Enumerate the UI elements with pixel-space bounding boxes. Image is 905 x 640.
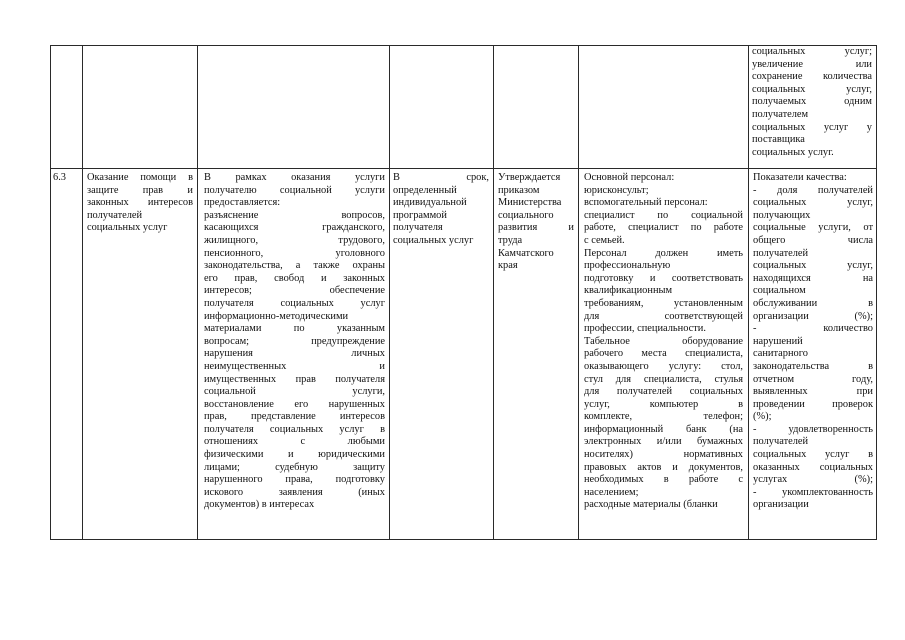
text-line: социального (498, 209, 554, 221)
text-line: комплекте, телефон; (584, 411, 743, 423)
text-line: - удовлетворенность (753, 423, 873, 435)
text-line: специалист по социальной (584, 209, 743, 221)
quality-indicators-cell (753, 172, 873, 512)
text-line: информационно-методическими (204, 310, 349, 322)
text-line: развития и (498, 222, 574, 234)
row-divider (50, 168, 876, 169)
text-line: защите прав и (87, 184, 193, 196)
text-line: общего числа (753, 234, 873, 246)
text-line: В срок, (393, 172, 489, 183)
col-border-5 (578, 45, 579, 540)
text-line: услуг, компьютер в (584, 398, 743, 410)
text-line: получаемых одним (752, 96, 872, 108)
text-line: рабочего места специалиста, (584, 348, 743, 360)
text-line: социальных услуг (393, 234, 474, 246)
text-line: оказывающего услугу: стол, (584, 360, 743, 372)
service-standard-cell (498, 172, 574, 273)
text-line: интересов; обеспечение (204, 285, 385, 297)
text-line: Табельное оборудование (584, 335, 743, 347)
text-line: - количество (753, 323, 873, 335)
text-line: документов) в интересах (204, 499, 315, 511)
text-line: программой (393, 209, 447, 221)
text-line: с семьей. (584, 234, 625, 246)
text-line: приказом (498, 184, 540, 196)
text-line: для получателей социальных (584, 386, 743, 398)
text-line: Оказание помощи в (87, 172, 193, 183)
col-border-0 (50, 45, 51, 540)
col-border-7 (876, 45, 877, 540)
text-line: Утверждается (498, 172, 561, 183)
text-line: получателей (87, 209, 143, 221)
text-line: получателя социальных услуг в (204, 423, 385, 435)
text-line: прав, представление интересов (204, 411, 385, 423)
text-line: подготовку и соответствовать (584, 272, 743, 284)
text-line: отношениях с любыми (204, 436, 385, 448)
text-line: предоставляется: (204, 197, 281, 209)
text-line: обслуживании в (753, 297, 873, 309)
text-line: индивидуальной (393, 197, 467, 209)
table-bottom-border (50, 539, 876, 540)
text-line: разъяснение вопросов, (204, 209, 385, 221)
text-line: Камчатского (498, 247, 554, 259)
text-line: - доля получателей (753, 184, 873, 196)
text-line: находящихся на (753, 272, 873, 284)
text-line: организации (753, 499, 809, 511)
text-line: его прав, свобод и законных (204, 272, 385, 284)
service-conditions-cell (584, 172, 743, 512)
text-line: отчетном году, (753, 373, 873, 385)
text-line: социальных услуг (87, 222, 168, 234)
continued-quality-cell (752, 46, 872, 159)
text-line: законодательства, а также охраны (204, 260, 385, 272)
text-line: носителях) нормативных (584, 449, 743, 461)
col-border-3 (389, 45, 390, 540)
text-line: вспомогательный персонал: (584, 197, 708, 209)
text-line: для соответствующей (584, 310, 743, 322)
text-line: проведении проверок (753, 398, 873, 410)
text-line: социальные услуги, от (753, 222, 873, 234)
text-line: правовых актов и документов, (584, 461, 743, 473)
text-line: - укомплектованность (753, 486, 873, 498)
text-line: получателя (393, 222, 443, 234)
text-line: работе, специалист по работе (584, 222, 743, 234)
text-line: социальных услуг; (752, 46, 872, 57)
text-line: неимущественных и (204, 360, 385, 372)
text-line: социальной услуги, (204, 386, 385, 398)
text-line: населением; (584, 486, 639, 498)
text-line: законных интересов (87, 197, 193, 209)
text-line: В рамках оказания услуги (204, 172, 385, 183)
text-line: поставщика (752, 134, 805, 146)
text-line: определенный (393, 184, 457, 196)
text-line: касающихся гражданского, (204, 222, 385, 234)
text-line: социальных услуг. (752, 146, 834, 158)
text-line: пенсионного, уголовного (204, 247, 385, 259)
text-line: нарушенного права, подготовку (204, 474, 385, 486)
text-line: получателей (753, 247, 809, 259)
text-line: получателем (752, 108, 809, 120)
text-line: материалами по указанным (204, 323, 385, 335)
text-line: (%); (753, 411, 772, 423)
text-line: Основной персонал: (584, 172, 675, 183)
text-line: услугах (%); (753, 474, 873, 486)
text-line: искового заявления (иных (204, 486, 385, 498)
text-line: профессии, специальности. (584, 323, 706, 335)
text-line: сохранение количества (752, 71, 872, 83)
text-line: требованиям, установленным (584, 297, 743, 309)
text-line: электронных и/или бумажных (584, 436, 743, 448)
text-line: восстановление его нарушенных (204, 398, 385, 410)
text-line: социальных услуг в (753, 449, 873, 461)
text-line: нарушений (753, 335, 803, 347)
text-line: увеличение или (752, 58, 872, 70)
text-line: необходимых в работе с (584, 474, 743, 486)
text-line: лицами; судебную защиту (204, 461, 385, 473)
text-line: профессиональную (584, 260, 671, 272)
text-line: Показатели качества: (753, 172, 847, 183)
col-border-2 (197, 45, 198, 540)
text-line: выявленных при (753, 386, 873, 398)
service-name-cell (87, 172, 193, 235)
text-line: социальных услуг, (753, 197, 873, 209)
text-line: физическими и юридическими (204, 449, 385, 461)
col-border-4 (493, 45, 494, 540)
text-line: вопросам; предупреждение (204, 335, 385, 347)
text-line: Министерства (498, 197, 562, 209)
text-line: информационный банк (на (584, 423, 743, 435)
text-line: законодательства в (753, 360, 873, 372)
text-line: социальных услуг, (753, 260, 873, 272)
text-line: получателя социальных услуг (204, 297, 385, 309)
text-line: нарушения личных (204, 348, 385, 360)
text-line: получателей (753, 436, 809, 448)
col-border-1 (82, 45, 83, 540)
text-line: имущественных прав получателя (204, 373, 385, 385)
service-term-cell (393, 172, 489, 248)
text-line: санитарного (753, 348, 808, 360)
text-line: жилищного, трудового, (204, 234, 385, 246)
text-line: организации (%); (753, 310, 873, 322)
text-line: социальных услуг у (752, 121, 872, 133)
text-line: получателю социальной услуги (204, 184, 385, 196)
service-description-cell (204, 172, 385, 512)
text-line: труда (498, 234, 523, 246)
text-line: расходные материалы (бланки (584, 499, 718, 511)
text-line: оказанных социальных (753, 461, 873, 473)
text-line: социальных услуг, (752, 83, 872, 95)
row-number-cell (53, 172, 81, 185)
text-line: социальном (753, 285, 806, 297)
text-line: стул для специалиста, стулья (584, 373, 743, 385)
text-line: квалификационным (584, 285, 673, 297)
text-line: получающих (753, 209, 811, 221)
row-number: 6.3 (53, 172, 66, 183)
col-border-6 (748, 45, 749, 540)
text-line: Персонал должен иметь (584, 247, 743, 259)
text-line: края (498, 260, 518, 272)
text-line: юрисконсульт; (584, 184, 649, 196)
